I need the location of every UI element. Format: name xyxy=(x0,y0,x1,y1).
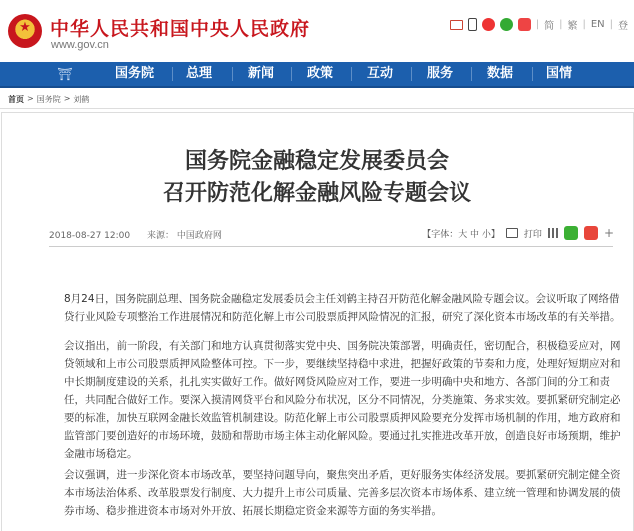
print-button[interactable]: 打印 xyxy=(523,229,542,240)
breadcrumb-sep: > xyxy=(63,94,71,103)
login-link[interactable]: 登 xyxy=(618,21,628,32)
nav-item-news[interactable]: 新闻 xyxy=(248,66,275,81)
nav-item-state-council[interactable]: 国务院 xyxy=(115,66,155,81)
site-url[interactable]: www.gov.cn xyxy=(51,39,109,51)
weibo-share-icon[interactable] xyxy=(584,226,598,240)
site-title[interactable]: 中华人民共和国中央人民政府 xyxy=(50,18,311,40)
plus-icon[interactable]: + xyxy=(603,226,614,240)
divider xyxy=(0,108,634,109)
share-icon[interactable] xyxy=(548,228,558,238)
lang-english[interactable]: EN xyxy=(590,19,605,30)
nav-item-data[interactable]: 数据 xyxy=(487,66,514,81)
article-source: 来源： 中国政府网 xyxy=(146,231,222,241)
nav-item-service[interactable]: 服务 xyxy=(427,66,454,81)
nav-item-national-info[interactable]: 国情 xyxy=(546,66,573,81)
breadcrumb-home[interactable]: 首页 xyxy=(8,95,24,104)
nav-item-interaction[interactable]: 互动 xyxy=(367,66,394,81)
nav-item-policy[interactable]: 政策 xyxy=(307,66,334,81)
tiananmen-icon[interactable]: ⛩ xyxy=(57,67,73,81)
people-icon[interactable] xyxy=(518,18,531,31)
wechat-share-icon[interactable] xyxy=(564,226,578,240)
article-paragraph: 8月24日，国务院副总理、国务院金融稳定发展委员会主任刘鹤主持召开防范化解金融风险专题会议。会议听取了网络借贷行业风险专项整治工作进展情况和防范化解上市公司股票质押风险情况的汇报，研究了深化资本市场改革的有关举措。 xyxy=(64,293,621,323)
breadcrumb-sep: > xyxy=(27,94,34,103)
lang-simple[interactable]: 简 xyxy=(544,21,555,32)
site-header xyxy=(0,0,634,62)
article-paragraph: 会议强调，进一步深化资本市场改革，要坚持问题导向，聚焦突出矛盾，更好服务实体经济发展。要抓紧研究制定健全资本市场法治体系、改革股票发行制度、大力提升上市公司质量、完善多层次资本市场体系、建立统一管理和协调发展的债券市场、稳步推进资本市场对外开放、拓展长期稳定资金来源等方面的务实举措。 xyxy=(64,469,621,517)
print-icon[interactable] xyxy=(506,228,518,238)
nav-item-premier[interactable]: 总理 xyxy=(186,66,213,81)
wechat-icon[interactable] xyxy=(500,18,513,31)
top-tools: | 简 | 繁 | EN | 登 xyxy=(450,17,628,32)
breadcrumb xyxy=(8,94,89,105)
mobile-icon[interactable] xyxy=(468,18,477,31)
font-size-control[interactable]: 【字体：大 中 小】 xyxy=(422,229,500,240)
article-paragraph: 会议指出，前一阶段，有关部门和地方认真贯彻落实党中央、国务院决策部署，明确责任，密切配合，积极稳妥应对，网贷领域和上市公司股票质押风险整体可控。下一步，要继续坚持稳中求进，把握好政策的节奏和力度，处理好短期应对和中长期制度建设的关系，扎扎实实做好工作。做好网贷风险应对工作，要进一步明确中央和地方、各部门间的分工和责任，共同配合做好工作。要深入摸清网贷平台和风险分布状况，区分不同情况，分类施策、务求实效。要抓紧研究制定必要的标准，加快互联网金融长效监管机制建设。防范化解上市公司股票质押风险要充分发挥市场机制的作用，地方政府和监管部门要创造好的市场环境，鼓励和帮助市场主体主动化解风险。要通过扎实推进改革开放，创造良好市场预期，维护金融市场稳定。 xyxy=(64,340,621,460)
breadcrumb-leaf[interactable]: 刘鹤 xyxy=(73,95,90,104)
weibo-icon[interactable] xyxy=(482,18,495,31)
article-title-line2: 召开防范化解金融风险专题会议 xyxy=(162,181,471,206)
main-nav xyxy=(0,62,634,88)
article-title-line1: 国务院金融稳定发展委员会 xyxy=(184,149,449,174)
article-meta xyxy=(49,228,222,241)
national-emblem-icon[interactable]: ★ xyxy=(8,14,42,48)
mail-icon[interactable] xyxy=(450,20,463,30)
lang-traditional[interactable]: 繁 xyxy=(567,21,578,32)
article-datetime: 2018-08-27 12:00 xyxy=(49,231,131,241)
breadcrumb-section[interactable]: 国务院 xyxy=(36,95,61,104)
article-tools xyxy=(422,226,614,240)
divider xyxy=(49,246,613,247)
